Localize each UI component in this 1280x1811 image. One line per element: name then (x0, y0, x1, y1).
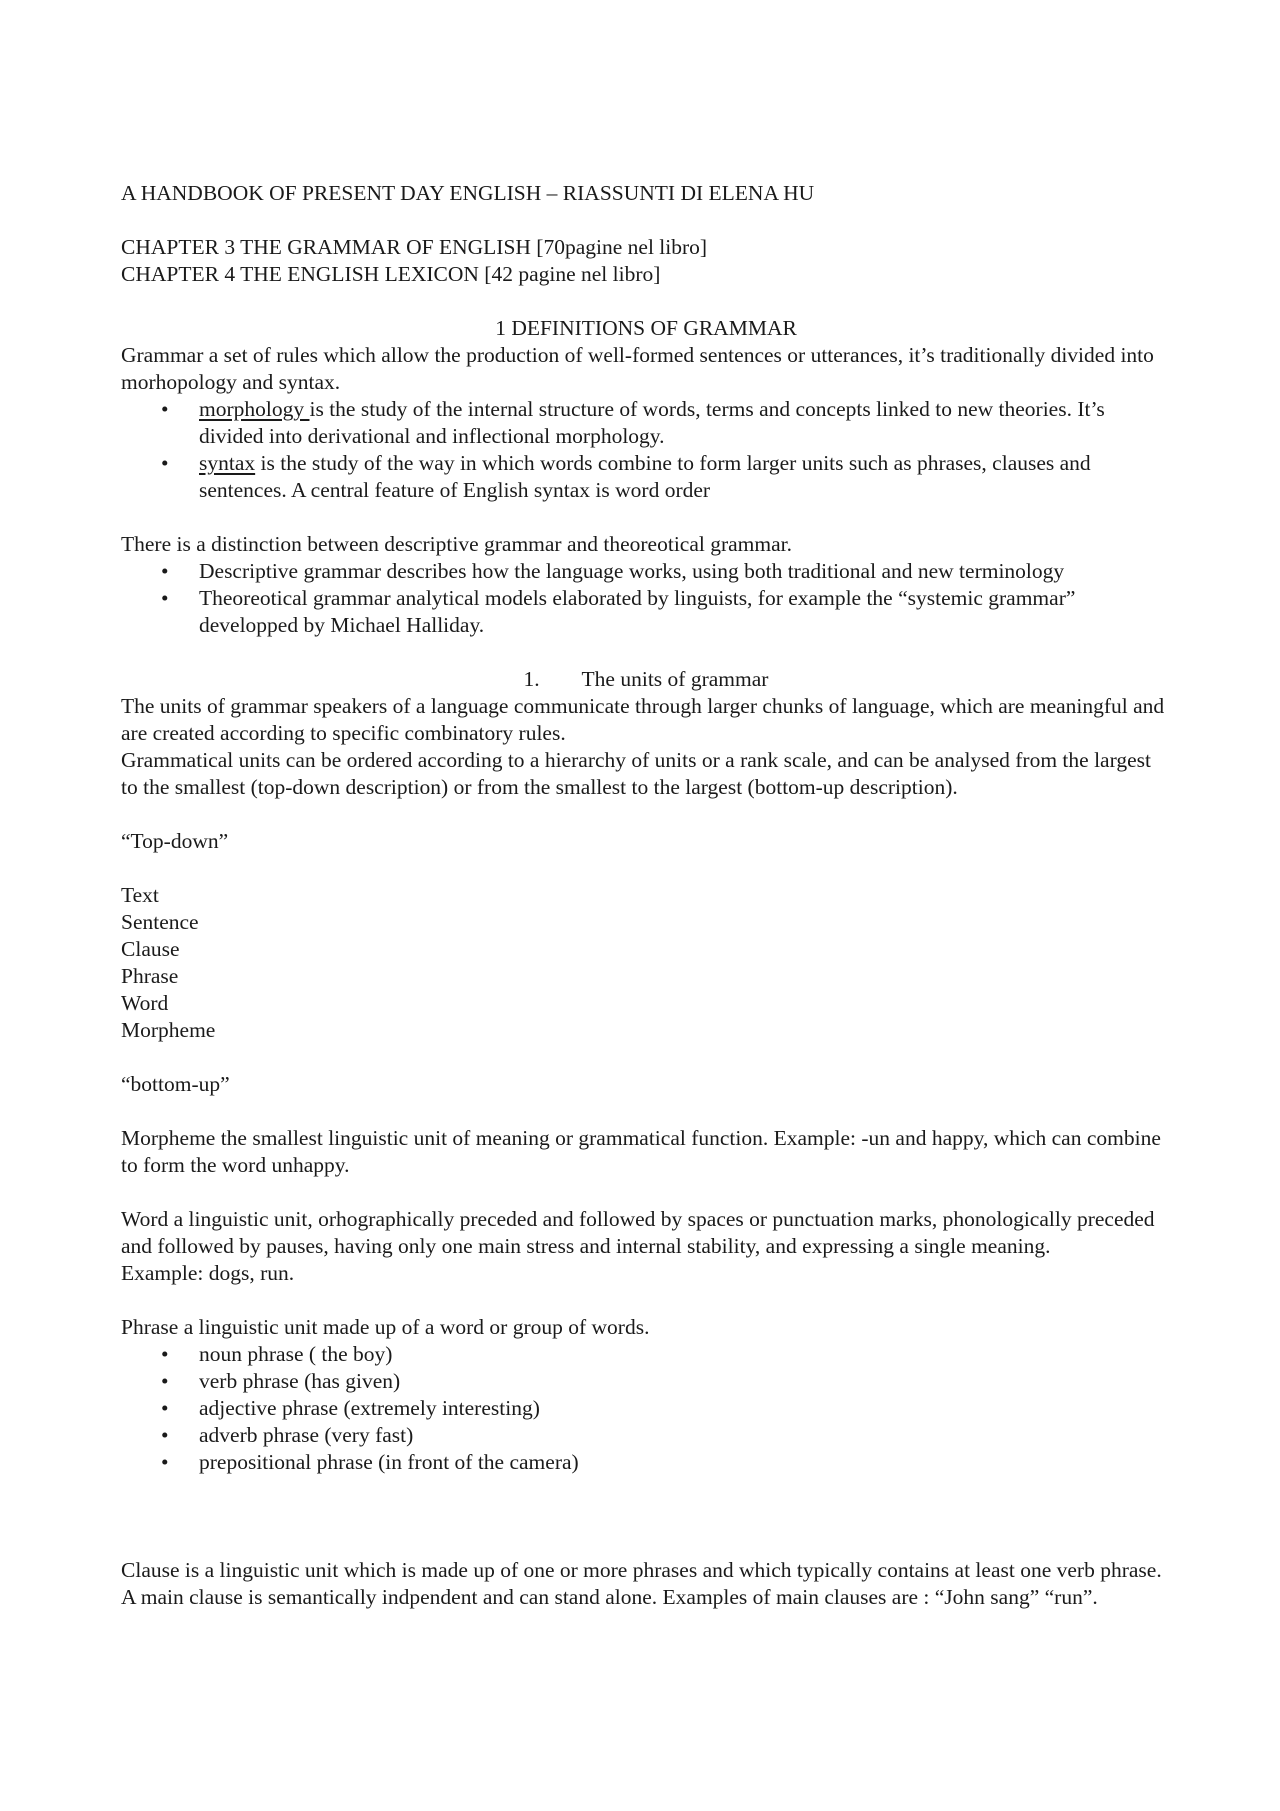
paragraph-phrase: Phrase a linguistic unit made up of a word or group of words. (121, 1315, 650, 1339)
chapter-line: CHAPTER 4 THE ENGLISH LEXICON [42 pagine nel libro] (121, 262, 661, 286)
document-body (121, 180, 1171, 1611)
paragraph: Grammatical units can be ordered according to a hierarchy of units or a rank scale, and can be analysed from the largest to the smallest (top-down description) or from the smallest to the largest (bottom-up description). (121, 748, 1151, 799)
section-heading-units: 1. The units of grammar (523, 667, 769, 691)
document-title: A HANDBOOK OF PRESENT DAY ENGLISH – RIASSUNTI DI ELENA HU (121, 181, 815, 205)
bullet-list (121, 396, 1171, 504)
list-item: • prepositional phrase (in front of the camera) (121, 1449, 1171, 1476)
unit-item: Text (121, 883, 159, 907)
unit-item: Clause (121, 937, 180, 961)
chapter-line: CHAPTER 3 THE GRAMMAR OF ENGLISH [70pagine nel libro] (121, 235, 708, 259)
paragraph: There is a distinction between descriptive grammar and theoreotical grammar. (121, 532, 793, 556)
unit-item: Sentence (121, 910, 199, 934)
bottom-up-label: “bottom-up” (121, 1072, 230, 1096)
list-item: • adjective phrase (extremely interesting) (121, 1395, 1171, 1422)
list-item: • adverb phrase (very fast) (121, 1422, 1171, 1449)
paragraph: The units of grammar speakers of a language communicate through larger chunks of language, which are meaningful and are created according to specific combinatory rules. (121, 694, 1165, 745)
bullet-list (121, 558, 1171, 639)
term-morphology: morphology (199, 397, 310, 421)
unit-item: Morpheme (121, 1018, 216, 1042)
top-down-label: “Top-down” (121, 829, 229, 853)
example-line: Example: dogs, run. (121, 1261, 295, 1285)
list-item: • syntax is the study of the way in which words combine to form larger units such as phrases, clauses and sentences. A central feature of English syntax is word order (121, 450, 1171, 504)
list-item: • morphology is the study of the internal structure of words, terms and concepts linked to new theories. It’s divided into derivational and inflectional morphology. (121, 396, 1171, 450)
unit-item: Word (121, 991, 169, 1015)
term-syntax: syntax (199, 451, 256, 475)
list-item: • verb phrase (has given) (121, 1368, 1171, 1395)
paragraph: Grammar a set of rules which allow the production of well-formed sentences or utterances, it’s traditionally divided into morhopology and syntax. (121, 343, 1154, 394)
list-item: • noun phrase ( the boy) (121, 1341, 1171, 1368)
paragraph-morpheme: Morpheme the smallest linguistic unit of meaning or grammatical function. Example: -un and happy, which can combine to form the word unhappy. (121, 1126, 1161, 1177)
bullet-list (121, 1341, 1171, 1476)
unit-item: Phrase (121, 964, 179, 988)
paragraph-clause: Clause is a linguistic unit which is made up of one or more phrases and which typically contains at least one verb phrase. A main clause is semantically indpendent and can stand alone. Examples of main clauses are : “John sang” “run”. (121, 1558, 1162, 1609)
paragraph-word: Word a linguistic unit, orhographically preceded and followed by spaces or punctuation marks, phonologically preceded and followed by pauses, having only one main stress and internal stability, and expressing a single meaning. (121, 1207, 1155, 1258)
list-item: • Theoreotical grammar analytical models elaborated by linguists, for example the “systemic grammar” developped by Michael Halliday. (121, 585, 1171, 639)
list-item: • Descriptive grammar describes how the language works, using both traditional and new terminology (121, 558, 1171, 585)
section-heading-definitions: 1 DEFINITIONS OF GRAMMAR (495, 316, 797, 340)
